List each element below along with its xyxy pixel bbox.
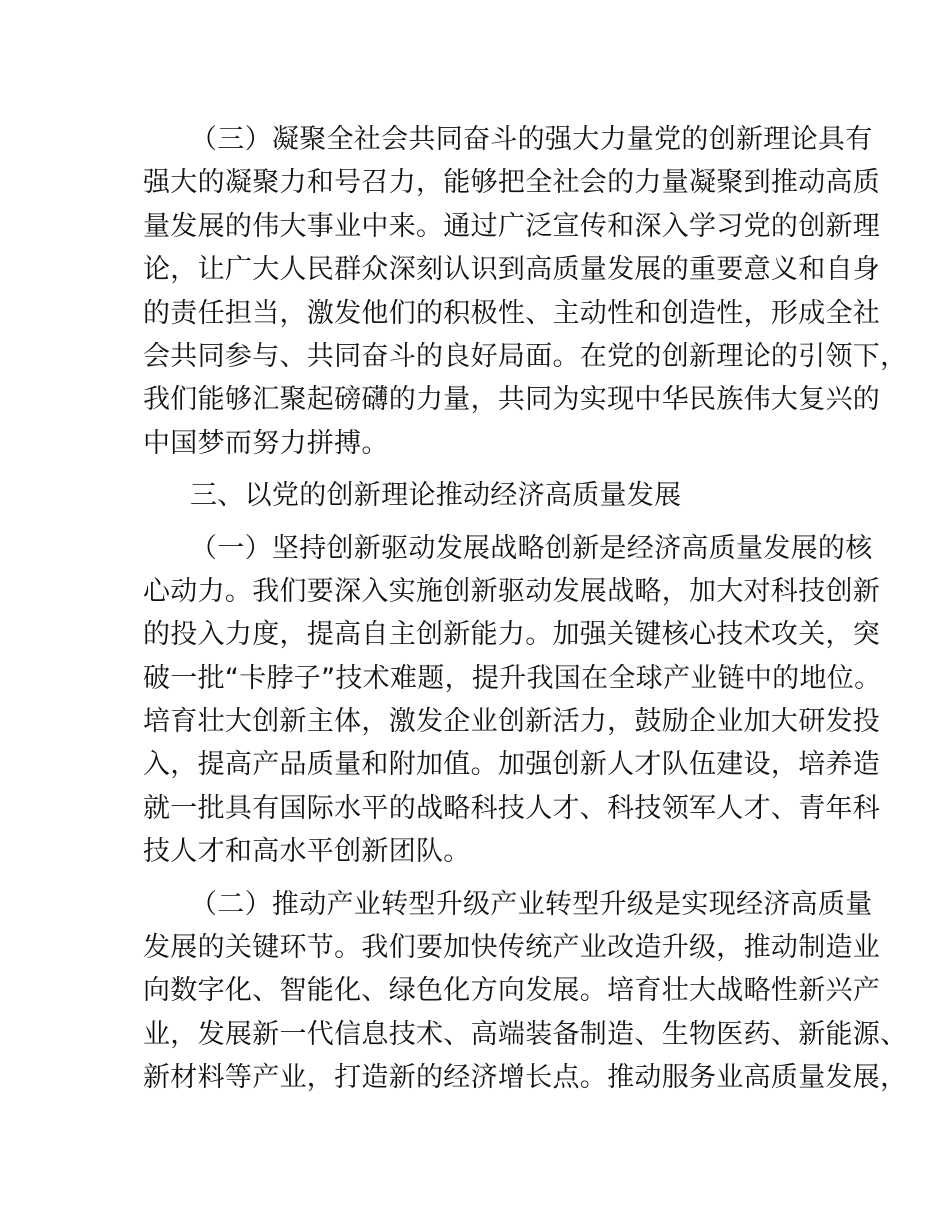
text-line: 心动力。我们要深入实施创新驱动发展战略，加大对科技创新 [143,575,881,607]
section-heading [143,474,823,517]
text-line: （一）坚持创新驱动发展战略创新是经济高质量发展的核 [190,532,873,564]
document-page [143,118,908,1109]
text-line: 就一批具有国际水平的战略科技人才、科技领军人才、青年科 [143,792,881,824]
text-line: 业，发展新一代信息技术、高端装备制造、生物医药、新能源、 [143,1018,908,1050]
text-line: 量发展的伟大事业中来。通过广泛宣传和深入学习党的创新理 [143,210,881,242]
text-line: 的投入力度，提高自主创新能力。加强关键核心技术攻关，突 [143,619,881,651]
text-line: 培育壮大创新主体，激发企业创新活力，鼓励企业加大研发投 [143,706,881,738]
text-line: 会共同参与、共同奋斗的良好局面。在党的创新理论的引领下， [143,340,908,372]
text-line: （三）凝聚全社会共同奋斗的强大力量党的创新理论具有 [190,124,873,155]
text-line: 发展的关键环节。我们要加快传统产业改造升级，推动制造业 [143,932,881,964]
text-line: 破一批“卡脖子”技术难题，提升我国在全球产业链中的地位。 [143,662,882,694]
paragraph-section-3-2 [143,883,908,1100]
text-line: 强大的凝聚力和号召力，能够把全社会的力量凝聚到推动高质 [143,167,881,199]
text-line: 新材料等产业，打造新的经济增长点。推动服务业高质量发展， [143,1062,908,1094]
text-line: （二）推动产业转型升级产业转型升级是实现经济高质量 [190,888,873,920]
heading-text: 三、以党的创新理论推动经济高质量发展 [190,480,682,512]
text-line: 我们能够汇聚起磅礴的力量，共同为实现中华民族伟大复兴的 [143,384,881,416]
text-line: 技人才和高水平创新团队。 [143,836,471,868]
text-line: 入，提高产品质量和附加值。加强创新人才队伍建设，培养造 [143,749,881,781]
paragraph-section-3-1 [143,527,882,874]
paragraph-section-3-3 [143,118,908,465]
text-line: 的责任担当，激发他们的积极性、主动性和创造性，形成全社 [143,297,881,329]
text-line: 中国梦而努力拼搏。 [143,427,389,459]
text-line: 论，让广大人民群众深刻认识到高质量发展的重要意义和自身 [143,254,881,286]
text-line: 向数字化、智能化、绿色化方向发展。培育壮大战略性新兴产 [143,975,881,1007]
